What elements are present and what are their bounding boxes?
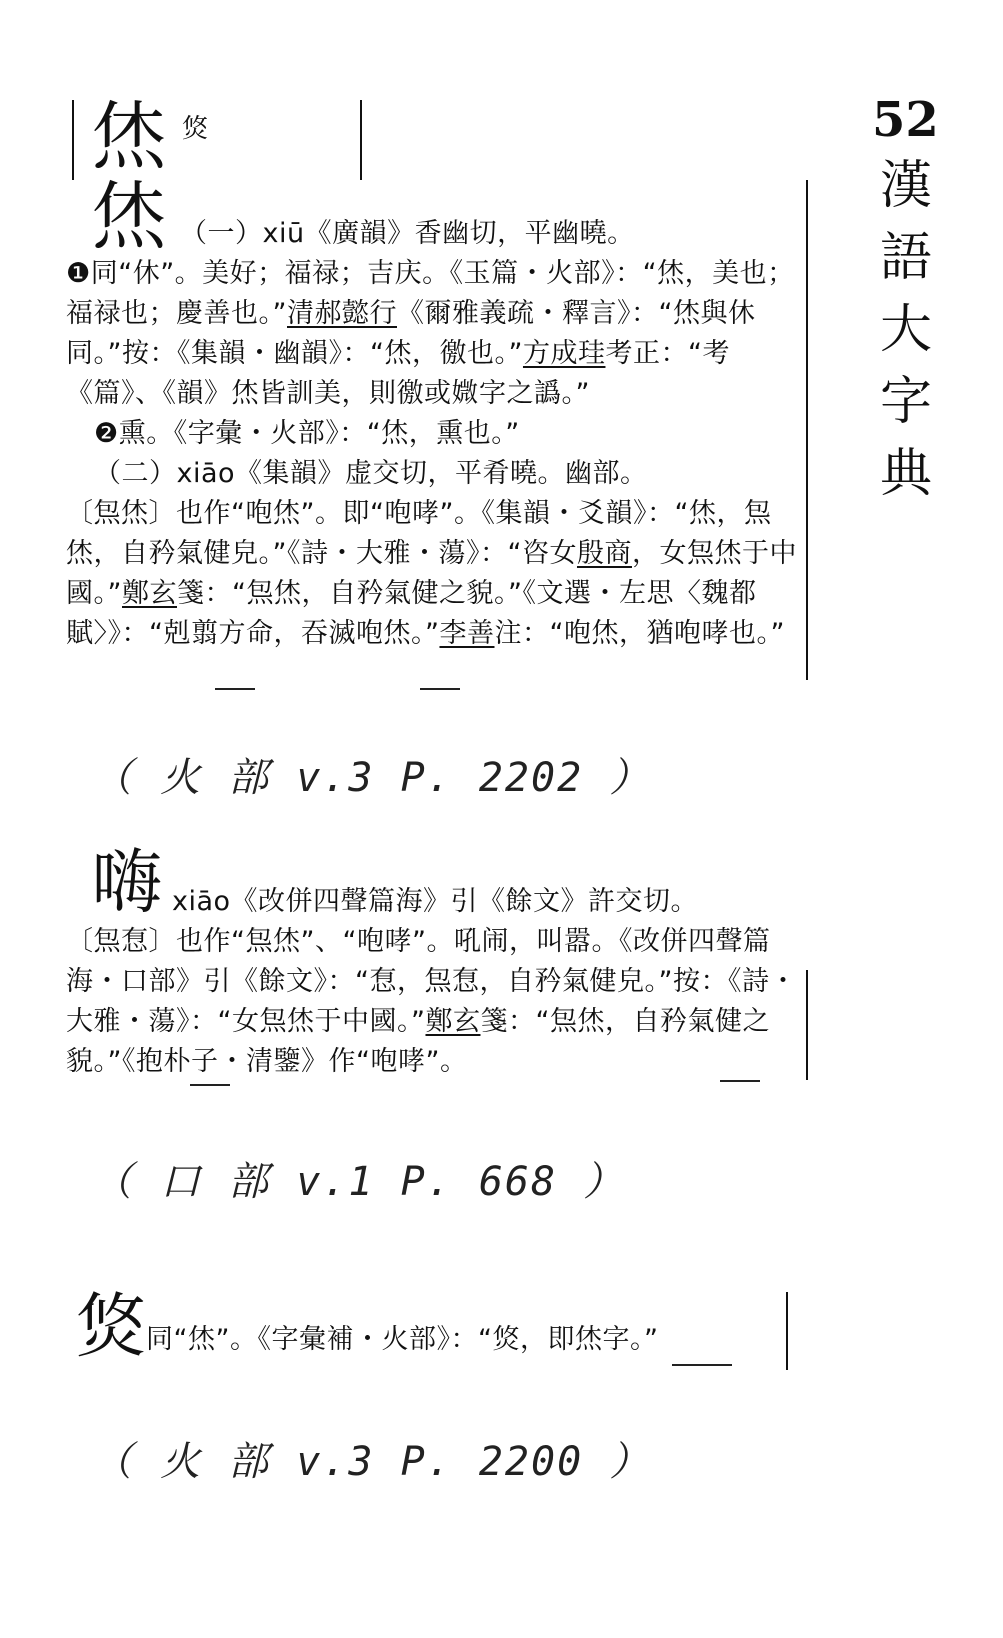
dash-mark bbox=[672, 1364, 732, 1366]
entry1-head-char: 烋 bbox=[92, 94, 166, 180]
scholar-name: 鄭玄 bbox=[425, 1006, 481, 1037]
dash-mark bbox=[190, 1084, 230, 1086]
scholar-name: 清郝懿行 bbox=[287, 298, 397, 329]
entry1-reading-2: （二）xiāo《集韻》虚交切，平肴曉。幽部。 bbox=[94, 458, 648, 489]
entry1-handwritten-note bbox=[92, 746, 792, 806]
entry1-variant-char: 焂 bbox=[182, 114, 209, 144]
entry3-definition: 同“烋”。《字彙補・火部》：“焂，即烋字。” bbox=[146, 1324, 659, 1355]
book-title bbox=[876, 150, 936, 510]
handwritten-note-text: （ 火 部 v.3 P. 2202 ） bbox=[92, 755, 652, 801]
scholar-name: 李善 bbox=[439, 618, 495, 649]
dash-mark bbox=[720, 1080, 760, 1082]
title-char-1: 漢 bbox=[879, 156, 932, 216]
entry1-reading-1: （一）xiū《廣韻》香幽切，平幽曉。 bbox=[180, 218, 635, 249]
scholar-name: 方成珪 bbox=[522, 338, 606, 369]
divider-line bbox=[360, 100, 362, 180]
title-char-5: 典 bbox=[879, 444, 932, 504]
sub-text-g: 注：“咆烋，猶咆哮也。” bbox=[494, 618, 785, 649]
title-char-3: 大 bbox=[879, 300, 932, 360]
page-number: 52 bbox=[872, 92, 939, 148]
title-char-4: 字 bbox=[879, 372, 932, 432]
entry1-subentry bbox=[66, 494, 802, 654]
scholar-name: 鄭玄 bbox=[122, 578, 177, 609]
entry1-definition-1 bbox=[66, 254, 802, 414]
entry2-head-char: 嗨 bbox=[92, 841, 162, 923]
dash-mark bbox=[420, 688, 460, 690]
divider-line bbox=[72, 100, 74, 180]
sub-text-e: 箋：“炰烋，自矜氣健之貌。”《文選・左思〈魏都賦〉》：“剋翦方命，吞滅咆烋。” bbox=[66, 578, 757, 649]
def-text-a: 〔炰㤫〕也作“炰烋”、“咆哮”。吼闹，叫嚣。《改併四聲篇海・口部》引《餘文》：“㤫，炰㤫，自矜氣健皃。”按：《詩・大雅・蕩》：“女炰烋于中國。” bbox=[66, 926, 797, 1037]
handwritten-note-text: （ 火 部 v.3 P. 2200 ） bbox=[92, 1439, 652, 1485]
def1-text-b: 《爾雅義疏・釋言》：“烋與休同。”按：《集韻・幽韻》：“烋，徼也。” bbox=[66, 298, 756, 369]
divider-line bbox=[806, 180, 808, 680]
title-char-2: 語 bbox=[879, 228, 932, 288]
divider-line bbox=[786, 1292, 788, 1370]
entry2-reading: xiāo《改併四聲篇海》引《餘文》許交切。 bbox=[172, 886, 699, 917]
def-text-c: 箋：“炰烋，自矜氣健之貌。”《抱朴子・清鑒》作“咆哮”。 bbox=[66, 1006, 770, 1077]
entry3-head-char: 焂 bbox=[76, 1285, 146, 1367]
entry2-definition bbox=[66, 922, 802, 1082]
entry2-handwritten-note bbox=[92, 1150, 792, 1210]
def1-text: ❶同“休”。美好；福禄；吉庆。《玉篇・火部》：“烋，美也；福禄也；慶善也。” bbox=[66, 258, 795, 329]
divider-line bbox=[806, 970, 808, 1080]
entry1-definition-2: ❷熏。《字彙・火部》：“烋，熏也。” bbox=[94, 418, 520, 449]
entry1-head-char-2: 烋 bbox=[92, 174, 166, 260]
sub-text-c: ，女炰烋于中國。” bbox=[66, 538, 797, 609]
def1-text-d: 考正：“考《篇》、《韻》烋皆訓美，則徼或媺字之譌。” bbox=[66, 338, 730, 409]
dynasty-name: 殷商 bbox=[576, 538, 632, 569]
handwritten-note-text: （ 口 部 v.1 P. 668 ） bbox=[92, 1159, 626, 1205]
entry3-handwritten-note bbox=[92, 1430, 792, 1490]
dash-mark bbox=[215, 688, 255, 690]
sub-text-a: 〔炰烋〕也作“咆烋”。即“咆哮”。《集韻・爻韻》：“烋，炰烋，自矜氣健皃。”《詩・大雅・蕩》：“咨女 bbox=[66, 498, 772, 569]
